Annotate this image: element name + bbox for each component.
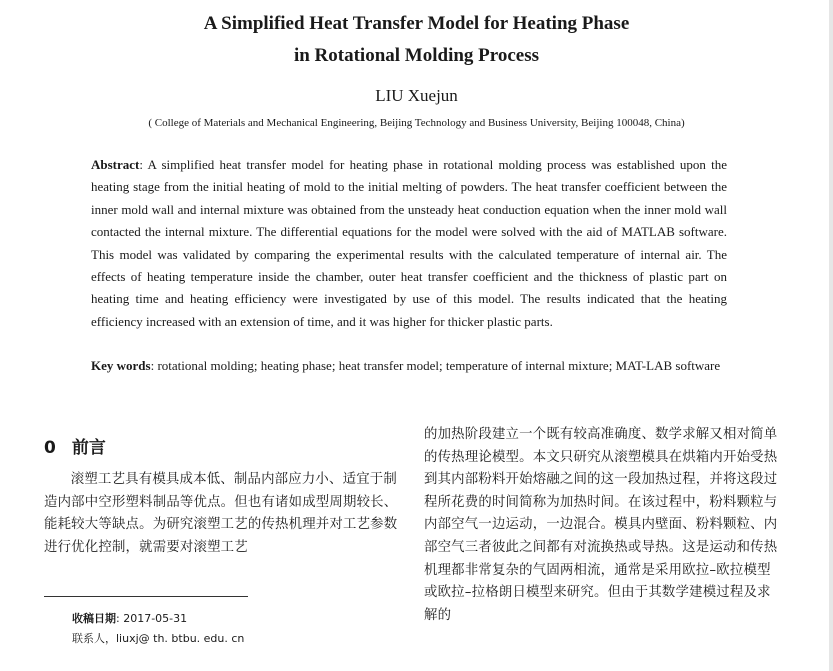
abstract-block bbox=[91, 154, 727, 333]
abstract-text: : A simplified heat transfer model for heating phase in rotational molding process was established upon the heating stage from the initial heating of mold to the initial melting of powders. The heat transfer coefficient between the inner mold wall and internal mixture was obtained from the unsteady heat conduction equation when the inner mold wall contacted the internal mixture. The differential equations for the model were solved with the aid of MATLAB software. This model was validated by comparing the experimental results with the calculated temperature of internal air. The effects of heating temperature inside the chamber, outer heat transfer coefficient and the thickness of plastic part on heating time and heating efficiency were investigated by use of this model. The results indicated that the heating efficiency increased with an extension of time, and it was higher for thicker plastic parts. bbox=[91, 157, 727, 329]
abstract-label: Abstract bbox=[91, 157, 140, 172]
footnote bbox=[72, 609, 244, 649]
author-affiliation: ( College of Materials and Mechanical Engineering, Beijing Technology and Business University, Beijing 100048, China) bbox=[148, 117, 685, 129]
footnote-divider bbox=[44, 596, 248, 597]
title-line-2: in Rotational Molding Process bbox=[293, 45, 540, 66]
page-edge-shadow bbox=[829, 0, 833, 671]
body-right-column bbox=[424, 424, 780, 627]
author-name: LIU Xuejun bbox=[375, 86, 458, 105]
paper-title bbox=[0, 8, 833, 72]
section-number: 0 bbox=[44, 438, 56, 458]
section-title: 前言 bbox=[71, 438, 106, 458]
body-right-paragraph: 的加热阶段建立一个既有较高准确度、数学求解又相对简单的传热理论模型。本文只研究从滚塑模具在烘箱内开始受热到其内部粉料开始熔融之间的这一段加热过程，并将这段过程所花费的时间简称为加热时间。在该过程中，粉料颗粒与内部空气一边运动，一边混合。模具内壁面、粉料颗粒、内部空气三者彼此之间都有对流换热或导热。这是运动和传热机理都非常复杂的气固两相流，通常是采用欧拉–欧拉模型或欧拉–拉格朗日模型来研究。但由于其数学建模过程及求解的 bbox=[424, 427, 778, 623]
received-value: : 2017-05-31 bbox=[116, 612, 188, 625]
keywords-text: : rotational molding; heating phase; heat transfer model; temperature of internal mixture; MAT-LAB software bbox=[150, 358, 721, 373]
body-left-column bbox=[44, 469, 400, 559]
received-label: 收稿日期 bbox=[72, 612, 116, 625]
section-heading bbox=[44, 433, 106, 458]
keywords-label: Key words bbox=[91, 358, 151, 373]
body-left-paragraph: 滚塑工艺具有模具成本低、制品内部应力小、适宜于制造内部中空形塑料制品等优点。但也有诸如成型周期较长、能耗较大等缺点。为研究滚塑工艺的传热机理并对工艺参数进行优化控制，就需要对滚塑工艺 bbox=[44, 472, 398, 555]
title-line-1: A Simplified Heat Transfer Model for Heating Phase bbox=[203, 13, 630, 34]
received-date bbox=[72, 609, 244, 629]
contact-info: 联系人，liuxj@ th. btbu. edu. cn bbox=[72, 632, 245, 645]
keywords-block bbox=[91, 355, 727, 377]
